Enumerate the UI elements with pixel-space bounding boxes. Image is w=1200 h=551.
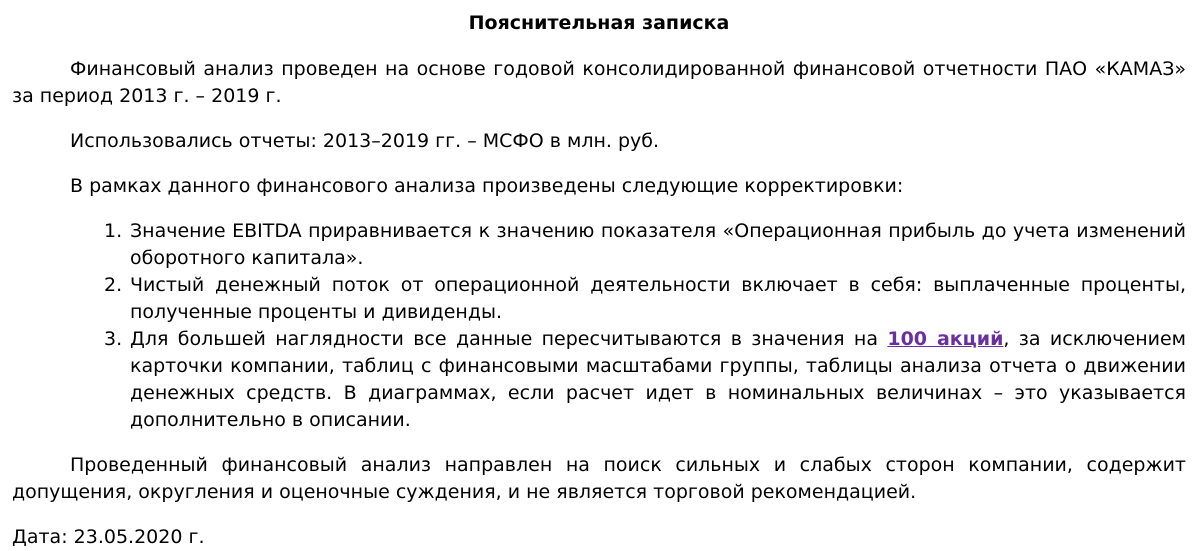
list-item-text-after: , за исключением карточки компании, таблиц с финансовыми масштабами группы, таблицы анализа отчета о движении денежных средств. В диаграммах, если расчет идет в номинальных величинах – это указывается дополнительно в описании. (130, 328, 1187, 431)
disclaimer-paragraph: Проведенный финансовый анализ направлен на поиск сильных и слабых сторон компании, содержит допущения, округления и оценочные суждения, и не является торговой рекомендацией. (12, 454, 1186, 503)
reports-used-paragraph: Использовались отчеты: 2013–2019 гг. – МСФО в млн. руб. (70, 130, 660, 152)
list-item-number: 2. (104, 274, 123, 296)
list-item-number: 1. (104, 220, 123, 242)
list-item (12, 218, 1186, 272)
list-item (12, 326, 1186, 434)
list-item-text: Значение EBITDA приравнивается к значению показателя «Операционная прибыль до учета изменений оборотного капитала». (130, 220, 1186, 269)
corrections-list (12, 218, 1186, 434)
100-shares-link[interactable]: 100 акций (887, 328, 1004, 350)
list-item-text: Чистый денежный поток от операционной деятельности включает в себя: выплаченные проценты, полученные проценты и дивиденды. (130, 274, 1186, 323)
page-title: Пояснительная записка (468, 12, 730, 34)
list-item (12, 272, 1186, 326)
list-item-number: 3. (104, 328, 123, 350)
list-item-text-before: Для большей наглядности все данные пересчитываются в значения на (130, 328, 888, 350)
date-line: Дата: 23.05.2020 г. (12, 526, 205, 548)
intro-paragraph: Финансовый анализ проведен на основе годовой консолидированной финансовой отчетности ПАО «КАМАЗ» за период 2013 г. – 2019 г. (12, 58, 1186, 107)
corrections-intro-paragraph: В рамках данного финансового анализа произведены следующие корректировки: (70, 175, 904, 197)
explanatory-note-page (0, 8, 1200, 548)
